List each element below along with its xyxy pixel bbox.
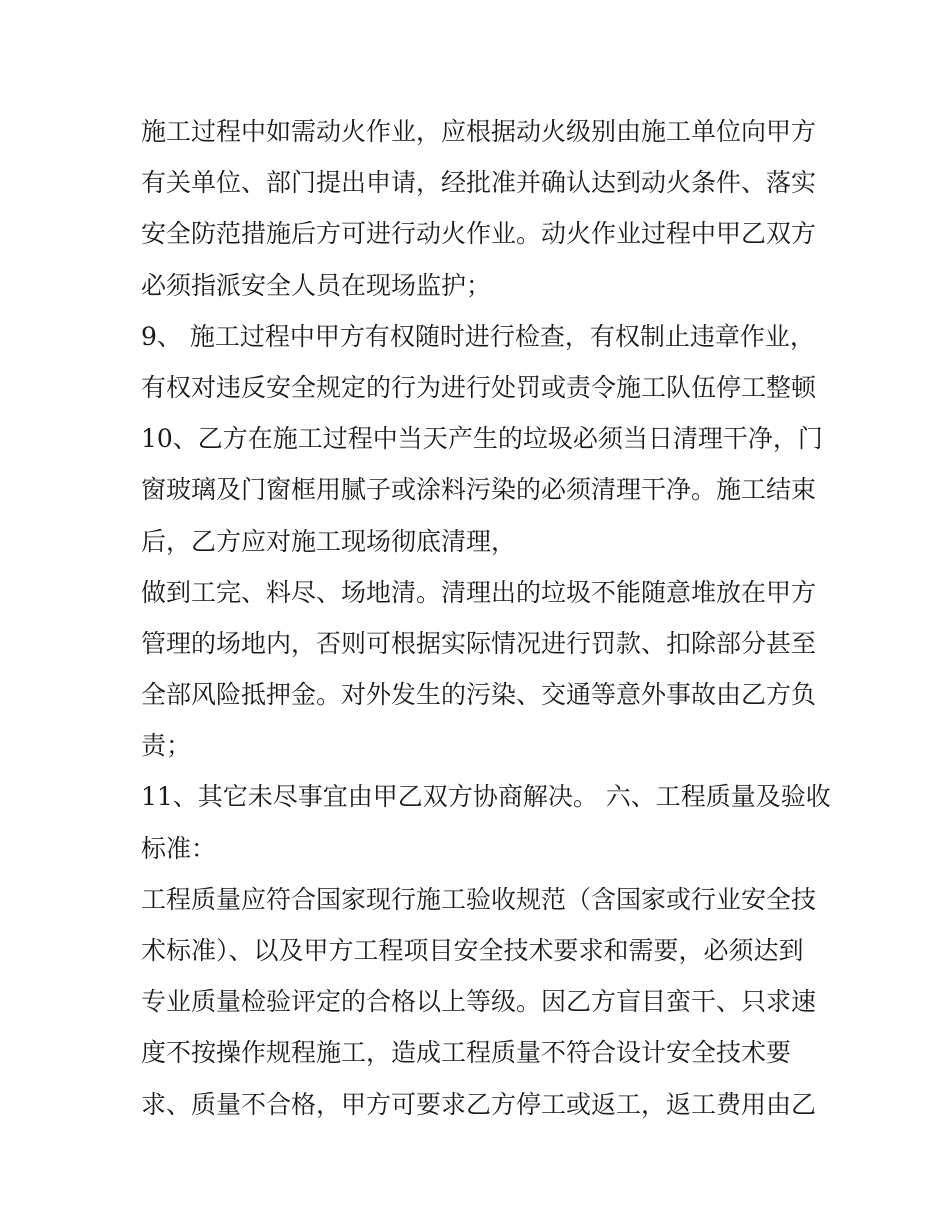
text-line: 9、 施工过程中甲方有权随时进行检查，有权制止违章作业， bbox=[141, 321, 815, 351]
text-line: 全部风险抵押金。对外发生的污染、交通等意外事故由乙方负 bbox=[141, 680, 817, 710]
text-line: 有关单位、部门提出申请，经批准并确认达到动火条件、落实 bbox=[141, 168, 817, 198]
text-line: 术标准）、以及甲方工程项目安全技术要求和需要，必须达到 bbox=[141, 936, 804, 965]
text-line: 度不按操作规程施工，造成工程质量不符合设计安全技术要 bbox=[141, 1038, 792, 1068]
text-line: 必须指派安全人员在现场监护； bbox=[141, 270, 492, 300]
text-line: 工程质量应符合国家现行施工验收规范（含国家或行业安全技 bbox=[141, 884, 817, 914]
text-line: 专业质量检验评定的合格以上等级。因乙方盲目蛮干、只求速 bbox=[141, 987, 817, 1017]
document-body bbox=[141, 106, 831, 1130]
text-line: 11、其它未尽事宜由甲乙双方协商解决。 六、工程质量及验收 bbox=[141, 782, 831, 812]
text-line: 做到工完、料尽、场地清。清理出的垃圾不能随意堆放在甲方 bbox=[141, 577, 817, 607]
text-line: 责； bbox=[141, 731, 192, 761]
text-line: 后，乙方应对施工现场彻底清理， bbox=[141, 526, 517, 556]
text-line: 10、乙方在施工过程中当天产生的垃圾必须当日清理干净，门 bbox=[141, 424, 823, 454]
text-line: 标准： bbox=[141, 833, 217, 863]
text-line: 求、质量不合格，甲方可要求乙方停工或返工，返工费用由乙 bbox=[141, 1089, 817, 1119]
text-line: 管理的场地内，否则可根据实际情况进行罚款、扣除部分甚至 bbox=[141, 628, 817, 658]
text-line: 安全防范措施后方可进行动火作业。动火作业过程中甲乙双方 bbox=[141, 219, 817, 249]
text-line: 窗玻璃及门窗框用腻子或涂料污染的必须清理干净。施工结束 bbox=[141, 475, 817, 505]
text-line: 有权对违反安全规定的行为进行处罚或责令施工队伍停工整顿 bbox=[141, 372, 817, 402]
text-line: 施工过程中如需动火作业，应根据动火级别由施工单位向甲方 bbox=[141, 117, 817, 146]
